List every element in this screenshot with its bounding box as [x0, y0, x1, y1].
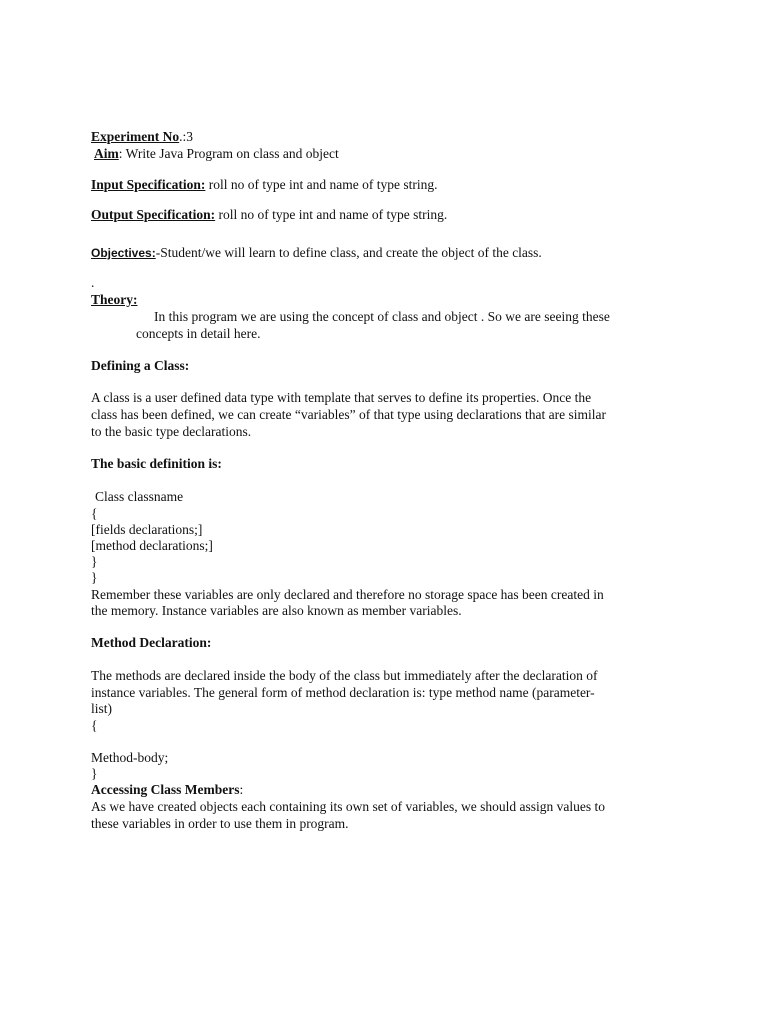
remember-line-2: the memory. Instance variables are also known as member variables.	[91, 603, 462, 618]
defining-class-heading: Defining a Class:	[91, 358, 190, 373]
aim-line	[94, 145, 339, 162]
basic-definition-heading: The basic definition is:	[91, 456, 222, 471]
experiment-number: .:3	[179, 129, 194, 144]
input-spec-text: roll no of type int and name of type string.	[205, 177, 438, 192]
theory-line-1: In this program we are using the concept of class and object . So we are seeing these	[154, 309, 610, 324]
code-line-5: }	[91, 554, 98, 569]
accessing-line-2: these variables in order to use them in program.	[91, 816, 349, 831]
output-spec-text: roll no of type int and name of type string.	[215, 207, 448, 222]
experiment-label: Experiment No	[91, 129, 180, 144]
accessing-heading: Accessing Class Members	[91, 782, 240, 797]
aim-label: Aim	[94, 146, 119, 161]
code-line-6: }	[91, 570, 98, 585]
accessing-line-1: As we have created objects each containing its own set of variables, we should assign values to	[91, 799, 605, 814]
accessing-heading-line	[91, 781, 243, 798]
defining-line-1: A class is a user defined data type with template that serves to define its properties. Once the	[91, 390, 592, 405]
aim-text: : Write Java Program on class and object	[118, 146, 339, 161]
method-line-3: list)	[91, 701, 113, 716]
output-spec-label: Output Specification:	[91, 207, 216, 222]
method-line-2: instance variables. The general form of method declaration is: type method name (parameter-	[91, 685, 595, 700]
objectives-label: Objectives:	[91, 246, 156, 260]
defining-line-3: to the basic type declarations.	[91, 424, 252, 439]
defining-line-2: class has been defined, we can create “variables” of that type using declarations that are similar	[91, 407, 607, 422]
experiment-title	[91, 128, 193, 145]
method-line-4: {	[91, 718, 98, 733]
objectives-text: -Student/we will learn to define class, and create the object of the class.	[155, 245, 542, 260]
stray-dot: .	[91, 275, 95, 290]
input-spec-line	[91, 176, 437, 193]
accessing-colon: :	[239, 782, 244, 797]
method-line-1: The methods are declared inside the body of the class but immediately after the declaration of	[91, 668, 598, 683]
objectives-line	[91, 244, 542, 262]
method-declaration-heading: Method Declaration:	[91, 635, 212, 650]
theory-heading: Theory:	[91, 292, 138, 307]
method-line-6: }	[91, 766, 98, 781]
code-line-2: {	[91, 506, 98, 521]
output-spec-line	[91, 206, 447, 223]
code-line-3: [fields declarations;]	[91, 522, 203, 537]
theory-line-2: concepts in detail here.	[136, 326, 261, 341]
code-line-1: Class classname	[95, 489, 184, 504]
code-line-4: [method declarations;]	[91, 538, 213, 553]
input-spec-label: Input Specification:	[91, 177, 206, 192]
remember-line-1: Remember these variables are only declared and therefore no storage space has been created in	[91, 587, 604, 602]
method-line-5: Method-body;	[91, 750, 169, 765]
